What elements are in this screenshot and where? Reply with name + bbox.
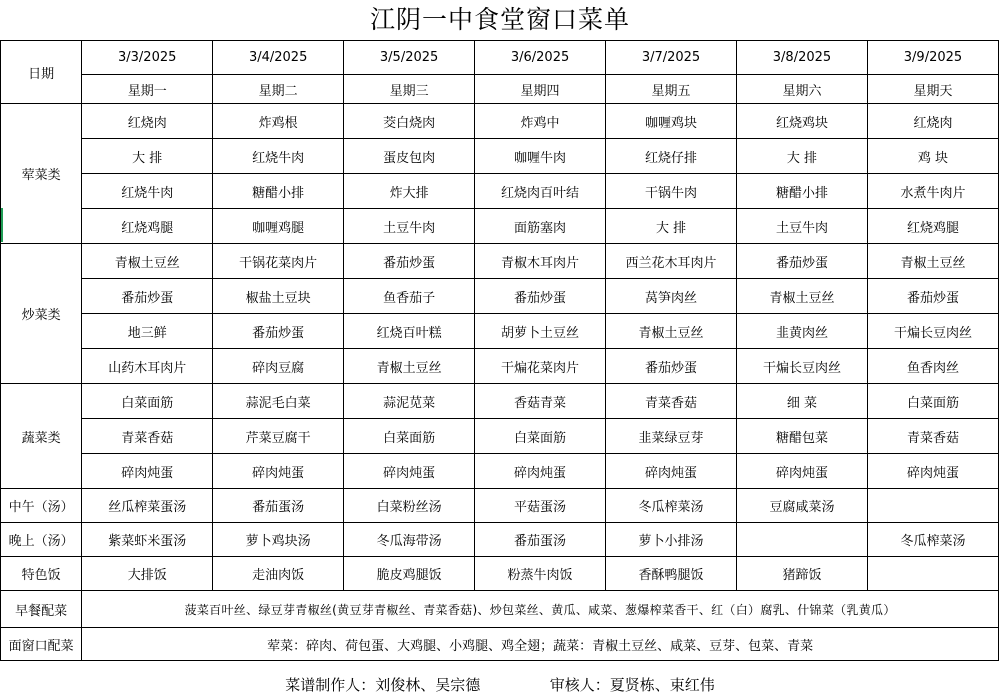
dish-cell[interactable]: 脆皮鸡腿饭	[344, 557, 475, 591]
dish-cell[interactable]: 青椒土豆丝	[736, 279, 867, 314]
dish-cell[interactable]: 炸鸡中	[475, 104, 606, 139]
reviewer-credit: 审核人：夏贤栋、束红伟	[549, 676, 715, 694]
dish-cell[interactable]: 豆腐咸菜汤	[736, 489, 867, 523]
dish-cell[interactable]: 炸鸡根	[213, 104, 344, 139]
category-cell[interactable]: 特色饭	[1, 557, 82, 591]
dish-cell[interactable]: 糖醋小排	[736, 174, 867, 209]
dish-cell[interactable]: 地三鲜	[82, 314, 213, 349]
date-cell[interactable]: 3/6/2025	[475, 41, 606, 75]
date-cell[interactable]: 3/8/2025	[736, 41, 867, 75]
dish-cell[interactable]: 白菜粉丝汤	[344, 489, 475, 523]
weekday-cell[interactable]: 星期三	[344, 75, 475, 104]
dish-cell[interactable]: 茭白烧肉	[344, 104, 475, 139]
table-row	[1, 523, 999, 557]
dish-cell[interactable]: 红烧肉百叶结	[475, 174, 606, 209]
dish-cell[interactable]: 干煸花菜肉片	[475, 349, 606, 384]
dish-cell[interactable]: 干煸长豆肉丝	[867, 314, 998, 349]
table-row	[1, 557, 999, 591]
dish-cell[interactable]: 水煮牛肉片	[867, 174, 998, 209]
dish-cell[interactable]: 白菜面筋	[475, 419, 606, 454]
dish-cell[interactable]: 番茄蛋汤	[213, 489, 344, 523]
dish-cell[interactable]: 糖醋小排	[213, 174, 344, 209]
category-cell[interactable]: 早餐配菜	[1, 591, 82, 628]
table-row	[1, 174, 999, 209]
dish-cell[interactable]: 碎肉炖蛋	[736, 454, 867, 489]
dish-cell[interactable]: 大 排	[606, 209, 737, 244]
dish-cell[interactable]: 红烧仔排	[606, 139, 737, 174]
dish-cell[interactable]: 青菜香菇	[867, 419, 998, 454]
dish-cell[interactable]: 冬瓜榨菜汤	[867, 523, 998, 557]
dish-cell[interactable]: 番茄炒蛋	[736, 244, 867, 279]
dish-cell[interactable]: 碎肉炖蛋	[606, 454, 737, 489]
table-row	[1, 314, 999, 349]
dish-cell[interactable]: 番茄炒蛋	[213, 314, 344, 349]
table-row	[1, 489, 999, 523]
dish-cell[interactable]: 韭黄肉丝	[736, 314, 867, 349]
dish-cell[interactable]: 土豆牛肉	[736, 209, 867, 244]
dish-cell[interactable]: 红烧百叶糕	[344, 314, 475, 349]
dish-cell[interactable]: 咖喱鸡块	[606, 104, 737, 139]
dish-cell[interactable]: 大 排	[736, 139, 867, 174]
weekday-cell[interactable]: 星期五	[606, 75, 737, 104]
dish-cell[interactable]: 细 菜	[736, 384, 867, 419]
dish-cell[interactable]: 莴笋肉丝	[606, 279, 737, 314]
table-row	[1, 139, 999, 174]
menu-table	[0, 40, 999, 661]
weekday-cell[interactable]: 星期一	[82, 75, 213, 104]
dish-cell[interactable]: 冬瓜海带汤	[344, 523, 475, 557]
sides-cell[interactable]: 菠菜百叶丝、绿豆芽青椒丝(黄豆芽青椒丝、青菜香菇)、炒包菜丝、黄瓜、咸菜、葱爆榨菜香干、红（白）腐乳、什锦菜（乳黄瓜）	[82, 591, 999, 628]
dish-cell[interactable]: 碎肉豆腐	[213, 349, 344, 384]
dish-cell[interactable]: 青椒土豆丝	[344, 349, 475, 384]
dish-cell[interactable]: 炸大排	[344, 174, 475, 209]
table-row	[1, 244, 999, 279]
dish-cell[interactable]: 面筋塞肉	[475, 209, 606, 244]
dish-cell[interactable]: 大排饭	[82, 557, 213, 591]
table-row	[1, 419, 999, 454]
dish-cell[interactable]: 鱼香肉丝	[867, 349, 998, 384]
dish-cell[interactable]: 红烧鸡块	[736, 104, 867, 139]
dish-cell[interactable]: 红烧鸡腿	[867, 209, 998, 244]
dish-cell[interactable]: 红烧肉	[867, 104, 998, 139]
dish-cell[interactable]: 红烧牛肉	[82, 174, 213, 209]
dish-cell[interactable]: 青菜香菇	[606, 384, 737, 419]
table-row	[1, 349, 999, 384]
author-credit: 菜谱制作人：刘俊林、吴宗德	[285, 676, 481, 694]
dish-cell[interactable]: 番茄炒蛋	[606, 349, 737, 384]
dish-cell[interactable]: 番茄炒蛋	[82, 279, 213, 314]
dish-cell[interactable]	[867, 557, 998, 591]
dish-cell[interactable]: 番茄炒蛋	[867, 279, 998, 314]
dish-cell[interactable]: 碎肉炖蛋	[82, 454, 213, 489]
page-title: 江阴一中食堂窗口菜单	[369, 5, 630, 34]
table-row	[1, 384, 999, 419]
dish-cell[interactable]: 紫菜虾米蛋汤	[82, 523, 213, 557]
dish-cell[interactable]: 青椒木耳肉片	[475, 244, 606, 279]
category-cell[interactable]: 炒菜类	[1, 244, 82, 384]
weekday-cell[interactable]: 星期天	[867, 75, 998, 104]
dish-cell[interactable]: 干锅花菜肉片	[213, 244, 344, 279]
dish-cell[interactable]: 干锅牛肉	[606, 174, 737, 209]
dish-cell[interactable]: 白菜面筋	[344, 419, 475, 454]
dish-cell[interactable]: 青菜香菇	[82, 419, 213, 454]
dish-cell[interactable]: 山药木耳肉片	[82, 349, 213, 384]
dish-cell[interactable]: 番茄炒蛋	[475, 279, 606, 314]
dish-cell[interactable]: 蒜泥毛白菜	[213, 384, 344, 419]
dish-cell[interactable]: 碎肉炖蛋	[344, 454, 475, 489]
dish-cell[interactable]: 碎肉炖蛋	[475, 454, 606, 489]
date-cell[interactable]: 3/5/2025	[344, 41, 475, 75]
dish-cell[interactable]: 咖喱牛肉	[475, 139, 606, 174]
category-cell[interactable]: 面窗口配菜	[1, 628, 82, 661]
dish-cell[interactable]: 平菇蛋汤	[475, 489, 606, 523]
dish-cell[interactable]: 蛋皮包肉	[344, 139, 475, 174]
dish-cell[interactable]: 萝卜小排汤	[606, 523, 737, 557]
weekday-cell[interactable]: 星期四	[475, 75, 606, 104]
table-row	[1, 209, 999, 244]
dish-cell[interactable]: 青椒土豆丝	[867, 244, 998, 279]
category-cell[interactable]: 蔬菜类	[1, 384, 82, 489]
date-cell[interactable]: 3/3/2025	[82, 41, 213, 75]
dish-cell[interactable]: 胡萝卜土豆丝	[475, 314, 606, 349]
dish-cell[interactable]: 猪蹄饭	[736, 557, 867, 591]
dish-cell[interactable]: 香酥鸭腿饭	[606, 557, 737, 591]
dish-cell[interactable]: 芹菜豆腐干	[213, 419, 344, 454]
dish-cell[interactable]: 白菜面筋	[82, 384, 213, 419]
dish-cell[interactable]: 鸡 块	[867, 139, 998, 174]
dish-cell[interactable]: 碎肉炖蛋	[213, 454, 344, 489]
dish-cell[interactable]: 番茄蛋汤	[475, 523, 606, 557]
dish-cell[interactable]: 冬瓜榨菜汤	[606, 489, 737, 523]
dish-cell[interactable]: 白菜面筋	[867, 384, 998, 419]
date-cell[interactable]: 3/9/2025	[867, 41, 998, 75]
dish-cell[interactable]: 青椒土豆丝	[606, 314, 737, 349]
sides-cell[interactable]: 荤菜：碎肉、荷包蛋、大鸡腿、小鸡腿、鸡全翅；蔬菜：青椒土豆丝、咸菜、豆芽、包菜、青菜	[82, 628, 999, 661]
dish-cell[interactable]: 韭菜绿豆芽	[606, 419, 737, 454]
dish-cell[interactable]: 番茄炒蛋	[344, 244, 475, 279]
dish-cell[interactable]: 干煸长豆肉丝	[736, 349, 867, 384]
dish-cell[interactable]: 西兰花木耳肉片	[606, 244, 737, 279]
date-cell[interactable]: 3/4/2025	[213, 41, 344, 75]
category-cell[interactable]: 中午（汤）	[1, 489, 82, 523]
table-row	[1, 104, 999, 139]
table-row	[1, 279, 999, 314]
footer	[0, 672, 1000, 698]
dish-cell[interactable]	[867, 489, 998, 523]
dish-cell[interactable]: 红烧牛肉	[213, 139, 344, 174]
table-row	[1, 628, 999, 661]
date-label-cell[interactable]: 日期	[1, 41, 82, 104]
category-cell[interactable]: 晚上（汤）	[1, 523, 82, 557]
dish-cell[interactable]: 走油肉饭	[213, 557, 344, 591]
dish-cell[interactable]: 糖醋包菜	[736, 419, 867, 454]
table-row	[1, 591, 999, 628]
dish-cell[interactable]: 大 排	[82, 139, 213, 174]
date-cell[interactable]: 3/7/2025	[606, 41, 737, 75]
dish-cell[interactable]: 鱼香茄子	[344, 279, 475, 314]
dish-cell[interactable]: 青椒土豆丝	[82, 244, 213, 279]
dish-cell[interactable]: 红烧肉	[82, 104, 213, 139]
dish-cell[interactable]: 土豆牛肉	[344, 209, 475, 244]
dish-cell[interactable]: 粉蒸牛肉饭	[475, 557, 606, 591]
dish-cell[interactable]: 咖喱鸡腿	[213, 209, 344, 244]
weekday-cell[interactable]: 星期六	[736, 75, 867, 104]
dish-cell[interactable]: 蒜泥苋菜	[344, 384, 475, 419]
table-row	[1, 454, 999, 489]
dish-cell[interactable]: 碎肉炖蛋	[867, 454, 998, 489]
dish-cell[interactable]: 椒盐土豆块	[213, 279, 344, 314]
dish-cell[interactable]: 丝瓜榨菜蛋汤	[82, 489, 213, 523]
weekday-cell[interactable]: 星期二	[213, 75, 344, 104]
category-cell[interactable]: 荤菜类	[1, 104, 82, 244]
dish-cell[interactable]: 红烧鸡腿	[82, 209, 213, 244]
dish-cell[interactable]	[736, 523, 867, 557]
dish-cell[interactable]: 萝卜鸡块汤	[213, 523, 344, 557]
dish-cell[interactable]: 香菇青菜	[475, 384, 606, 419]
